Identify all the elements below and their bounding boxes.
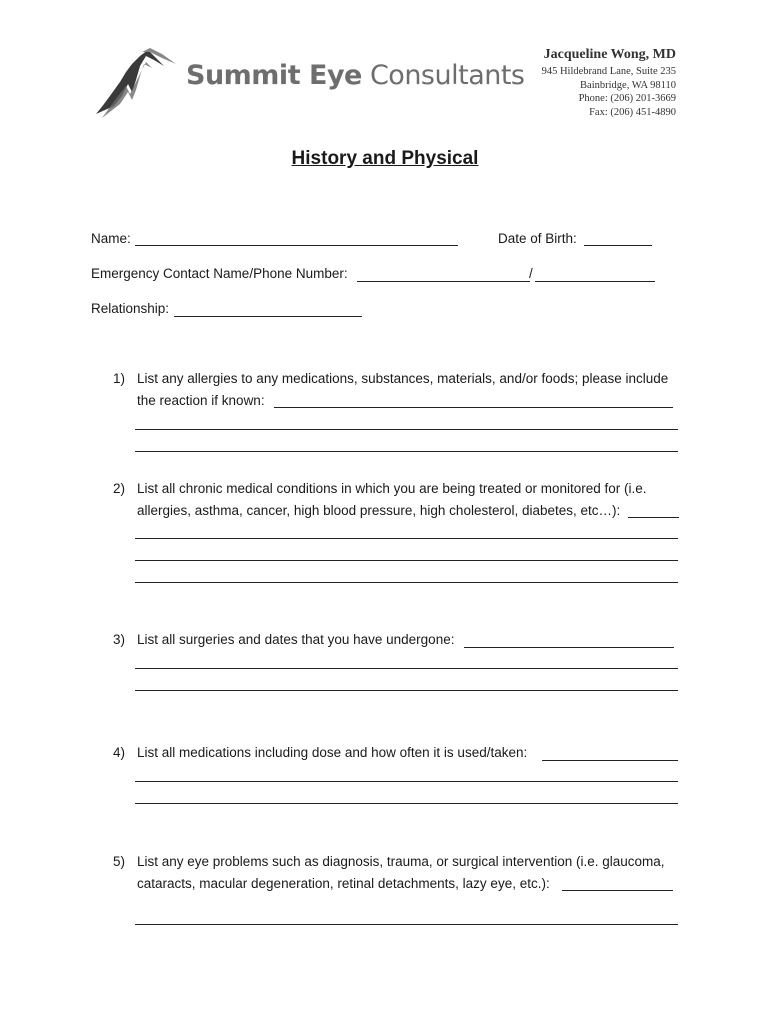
question-1-answer-line[interactable] <box>274 407 673 408</box>
mountain-logo-icon <box>92 44 182 124</box>
question-5-text-cont: cataracts, macular degeneration, retinal detachments, lazy eye, etc.): <box>137 876 550 891</box>
dob-label: Date of Birth: <box>498 231 577 246</box>
page-title: History and Physical <box>291 148 479 169</box>
question-3-text: List all surgeries and dates that you have undergone: <box>137 632 455 647</box>
question-3-answer-line[interactable] <box>464 647 674 648</box>
relationship-field-line[interactable] <box>174 316 362 317</box>
question-3-answer-line[interactable] <box>135 668 678 669</box>
doctor-address-1: 945 Hildebrand Lane, Suite 235 <box>541 66 676 77</box>
question-5-answer-line[interactable] <box>562 890 673 891</box>
question-1-text-cont: the reaction if known: <box>137 393 265 408</box>
question-2-number: 2) <box>113 481 126 496</box>
question-2-answer-line[interactable] <box>135 538 678 539</box>
relationship-label: Relationship: <box>91 301 170 316</box>
question-1-answer-line[interactable] <box>135 429 678 430</box>
emergency-contact-label: Emergency Contact Name/Phone Number: <box>91 266 348 281</box>
question-3-number: 3) <box>113 632 126 647</box>
doctor-phone: Phone: (206) 201-3669 <box>578 93 676 104</box>
question-1-number: 1) <box>113 371 126 386</box>
question-1-answer-line[interactable] <box>135 451 678 452</box>
doctor-address-2: Bainbridge, WA 98110 <box>580 79 676 91</box>
question-2-text-cont: allergies, asthma, cancer, high blood pressure, high cholesterol, diabetes, etc…): <box>137 503 621 518</box>
emergency-name-field-line[interactable] <box>357 281 530 282</box>
question-1-text: List any allergies to any medications, substances, materials, and/or foods; please include <box>137 371 669 386</box>
question-2-answer-line[interactable] <box>135 560 678 561</box>
name-label: Name: <box>91 231 131 246</box>
question-5-text: List any eye problems such as diagnosis, trauma, or surgical intervention (i.e. glaucoma, <box>137 854 665 869</box>
question-2-answer-line[interactable] <box>135 582 678 583</box>
question-4-answer-line[interactable] <box>542 760 678 761</box>
emergency-slash: / <box>529 266 533 281</box>
doctor-name: Jacqueline Wong, MD <box>543 47 676 62</box>
question-4-text: List all medications including dose and how often it is used/taken: <box>137 745 528 760</box>
dob-field-line[interactable] <box>584 245 652 246</box>
question-4-answer-line[interactable] <box>135 781 678 782</box>
brand-logo-text: Summit Eye Consultants <box>186 60 525 91</box>
question-5-answer-line[interactable] <box>135 924 678 925</box>
question-2-answer-line[interactable] <box>628 517 679 518</box>
question-2-text: List all chronic medical conditions in which you are being treated or monitored for (i.e. <box>137 481 647 496</box>
question-5-number: 5) <box>113 854 126 869</box>
question-4-number: 4) <box>113 745 126 760</box>
question-4-answer-line[interactable] <box>135 803 678 804</box>
question-3-answer-line[interactable] <box>135 690 678 691</box>
doctor-contact-block <box>542 47 676 119</box>
name-field-line[interactable] <box>135 245 458 246</box>
doctor-fax: Fax: (206) 451-4890 <box>589 106 676 118</box>
emergency-phone-field-line[interactable] <box>535 281 655 282</box>
